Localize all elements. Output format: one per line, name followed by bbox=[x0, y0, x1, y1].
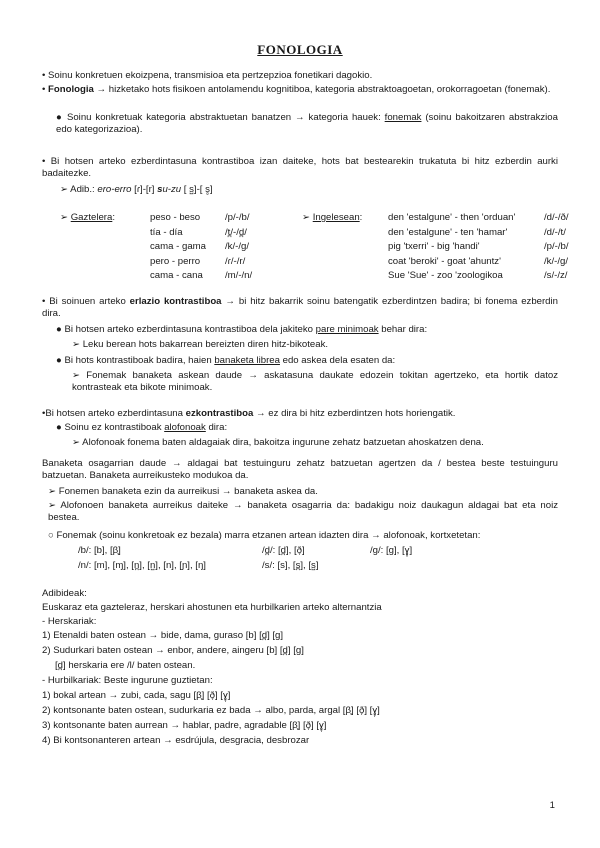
ing-transcription: /s/-/z/ bbox=[544, 270, 568, 281]
ing-transcription: /p/-/b/ bbox=[544, 241, 569, 252]
bullet-phonetics: • Soinu konkretuen ekoizpena, transmisioa eta pertzepzioa fonetikari dagokio. bbox=[42, 70, 373, 81]
item-free-distribution: ➢ Fonemak banaketa askean daude → askatasuna daukate edozein tokitan agertzeko, eta hortik datoz kontrasteak eta bikote minimoak. bbox=[72, 370, 558, 393]
ing-word-pair: den 'estalgune' - then 'orduan' bbox=[388, 212, 516, 223]
ing-word-pair: coat 'beroki' - goat 'ahuntz' bbox=[388, 255, 501, 267]
stops-item-1: 1) Etenaldi baten ostean → bide, dama, guraso [b] [d̪] [g] bbox=[42, 630, 284, 641]
example-line: ➢ Adib.: ero-erro [ɾ]-[r] su-zu [ s̺]-[ s̻] bbox=[60, 184, 213, 195]
bullet-phonology: • Fonologia → hizketako hots fisikoen antolamendu kognitiboa, kategoria abstraktoagoetan, orokorragoetan (fonemak). bbox=[42, 84, 551, 95]
phoneme-b: /b/: [b], [β̞] bbox=[78, 545, 121, 556]
gaz-transcription: /ɾ/-/r/ bbox=[225, 255, 246, 267]
gaztelera-label: ➢ Gaztelera: bbox=[60, 212, 115, 223]
page-title: FONOLOGIA bbox=[257, 42, 343, 57]
phoneme-d: /d̪/: [d̪], [ð̞] bbox=[262, 545, 305, 556]
examples-heading: Adibideak: bbox=[42, 588, 87, 599]
item-allophones: ➢ Alofonoak fonema baten aldagaiak dira, bakoitza ingurune zehatz batzuetan ahoskatzen dena. bbox=[72, 437, 484, 448]
gaz-word-pair: peso - beso bbox=[150, 212, 201, 223]
term-fonologia: Fonologia bbox=[48, 84, 94, 95]
paragraph-opposition: • Bi soinuen arteko erlazio kontrastiboa → bi hitz bakarrik soinu batengatik ezberdintzen badira; bi fonema ezberdin dira. bbox=[42, 296, 558, 319]
stops-item-2: 2) Sudurkari baten ostean → enbor, andere, aingeru [b] [d̪] [g] bbox=[42, 645, 304, 656]
item-minimal-pairs: ➢ Leku berean hots bakarrean bereizten diren hitz-bikoteak. bbox=[72, 339, 329, 350]
stops-heading: - Herskariak: bbox=[42, 616, 97, 627]
ing-word-pair: pig 'txerri' - big 'handi' bbox=[388, 241, 480, 252]
ing-word-pair: Sue 'Sue' - zoo 'zoologikoa bbox=[388, 270, 503, 281]
examples-subtitle: Euskaraz eta gazteleraz, herskari ahostunen eta hurbilkarien arteko alternantzia bbox=[42, 602, 382, 613]
bullet-minimal-pairs: ● Bi hotsen arteko ezberdintasuna kontrastiboa dela jakiteko pare minimoak behar dira: bbox=[56, 324, 428, 335]
ing-transcription: /k/-/g/ bbox=[544, 255, 568, 267]
approximants-item-3: 3) kontsonante baten aurrean → hablar, padre, agradable [β̞] [ð̞] [ɣ̞] bbox=[42, 720, 327, 731]
phoneme-g: /g/: [g], [ɣ̞] bbox=[370, 545, 413, 556]
gaz-transcription: /t̪/-/d̪/ bbox=[225, 226, 247, 238]
paragraph-complementary: Banaketa osagarrian daude → aldagai bat testuinguru zehatz batzuetan agertzen da / bestea beste testuinguru batzuetan. Banaketa aurreikusteko modukoa da. bbox=[42, 458, 558, 481]
ing-word-pair: den 'estalgune' - ten 'hamar' bbox=[388, 226, 508, 238]
approximants-item-2: 2) kontsonante baten ostean, sudurkaria ez bada → albo, parda, argal [β̞] [ð̞] [ɣ̞] bbox=[42, 705, 380, 716]
gaz-word-pair: pero - perro bbox=[150, 255, 201, 267]
ing-transcription: /d/-/ð/ bbox=[544, 212, 569, 223]
bullet-allophones: ● Soinu ez kontrastiboak alofonoak dira: bbox=[56, 422, 228, 433]
ing-transcription: /d/-/t/ bbox=[544, 226, 566, 238]
gaz-word-pair: tía - día bbox=[150, 226, 183, 238]
stops-note: [d̪] herskaria ere /l/ baten ostean. bbox=[55, 660, 196, 671]
phoneme-s: /s/: [s], [s̪], [s̺] bbox=[262, 560, 319, 571]
gaz-word-pair: cama - cana bbox=[150, 270, 203, 281]
approximants-item-4: 4) Bi kontsonanteren artean → esdrújula, desgracia, desbrozar bbox=[42, 735, 310, 746]
term-fonemak: fonemak bbox=[384, 112, 422, 123]
bullet-categories: ● Soinu konkretuak kategoria abstraktuetan banatzen → kategoria hauek: fonemak (soinu bakoitzaren abstrakzioa edo kategorizazioa). bbox=[56, 112, 558, 135]
gaz-word-pair: cama - gama bbox=[150, 241, 206, 252]
gaz-transcription: /m/-/n/ bbox=[225, 270, 253, 281]
gaz-transcription: /k/-/g/ bbox=[225, 241, 249, 252]
approximants-item-1: 1) bokal artean → zubi, cada, sagu [β̞] [ð̞] [ɣ̞] bbox=[42, 690, 231, 701]
paragraph-contrast: • Bi hotsen arteko ezberdintasuna kontrastiboa izan daiteke, hots bat bestearekin trukatuta bi hitz ezberdin aurki badaitezke. bbox=[42, 156, 558, 179]
gaz-transcription: /p/-/b/ bbox=[225, 212, 250, 223]
paragraph-noncontrastive: •Bi hotsen arteko ezberdintasuna ezkontrastiboa → ez dira bi hitz ezberdintzen hots horiengatik. bbox=[42, 408, 456, 419]
item-allophone-distribution: ➢ Alofonoen banaketa aurreikus daiteke → banaketa osagarria da: badakigu noiz daukagun aldagai bat eta noiz bestea. bbox=[48, 500, 558, 523]
approximants-heading: - Hurbilkariak: Beste ingurune guztietan: bbox=[42, 675, 213, 686]
phoneme-n: /n/: [m], [ɱ], [n̪], [n̺], [n], [ɲ], [ŋ] bbox=[78, 560, 206, 571]
bullet-free-distribution: ● Bi hots kontrastiboak badira, haien banaketa librea edo askea dela esaten da: bbox=[56, 355, 396, 366]
item-phoneme-distribution: ➢ Fonemen banaketa ezin da aurreikusi → banaketa askea da. bbox=[48, 486, 318, 497]
item-notation: ○ Fonemak (soinu konkretoak ez bezala) marra etzanen artean idazten dira → alofonoak, kortxetetan: bbox=[48, 530, 481, 541]
page-number: 1 bbox=[549, 800, 555, 811]
ingelesean-label: ➢ Ingelesean: bbox=[302, 212, 363, 223]
